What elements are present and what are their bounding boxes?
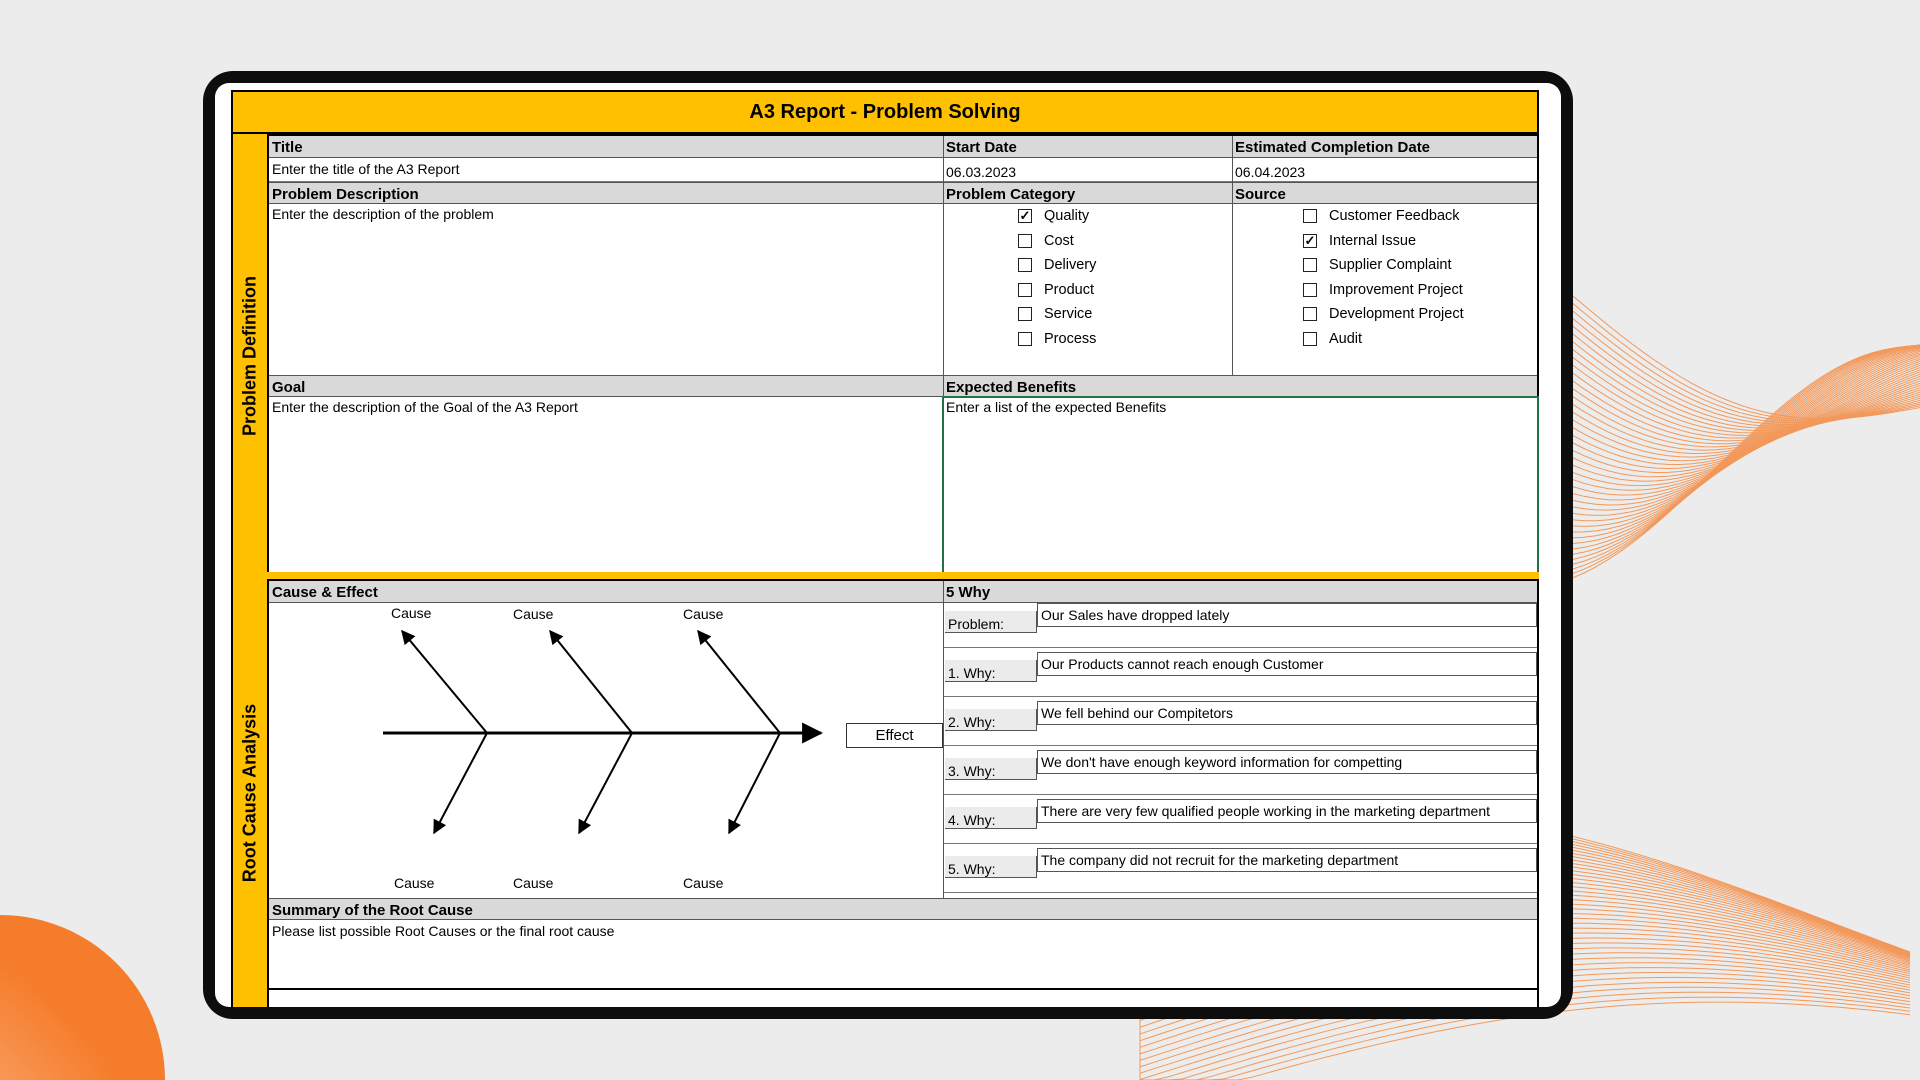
cause-arrow bbox=[698, 631, 780, 733]
title-input[interactable]: Enter the title of the A3 Report bbox=[269, 158, 943, 182]
wave-line bbox=[1560, 353, 1920, 505]
cause-label: Cause bbox=[513, 875, 554, 891]
root-cause-analysis-label: Root Cause Analysis bbox=[239, 703, 260, 882]
checkbox-icon[interactable] bbox=[1303, 332, 1317, 346]
why-label: 2. Why: bbox=[945, 709, 1037, 731]
effect-box: Effect bbox=[846, 723, 943, 748]
why-answer-input[interactable]: Our Products cannot reach enough Customer bbox=[1037, 652, 1537, 676]
why-label: 5. Why: bbox=[945, 856, 1037, 878]
tablet-screen bbox=[215, 83, 1561, 1007]
why-label: 3. Why: bbox=[945, 758, 1037, 780]
summary-input[interactable]: Please list possible Root Causes or the final root cause bbox=[269, 920, 1537, 990]
problem-category-option[interactable] bbox=[1018, 282, 1094, 298]
problem-category-option-label: Cost bbox=[1044, 232, 1074, 249]
source-header: Source bbox=[1232, 182, 1537, 204]
problem-category-option[interactable] bbox=[1018, 208, 1089, 224]
problem-category-option[interactable] bbox=[1018, 331, 1096, 347]
goal-input[interactable]: Enter the description of the Goal of the A3 Report bbox=[272, 399, 578, 415]
cause-arrow bbox=[402, 631, 487, 733]
source-option[interactable] bbox=[1303, 282, 1463, 298]
checkbox-icon[interactable] bbox=[1018, 332, 1032, 346]
why-label: 1. Why: bbox=[945, 660, 1037, 682]
cause-arrow bbox=[550, 631, 632, 733]
problem-category-option-label: Quality bbox=[1044, 208, 1090, 224]
source-option-label: Customer Feedback bbox=[1329, 208, 1460, 224]
orange-blob-shape bbox=[0, 915, 165, 1080]
checkbox-icon[interactable] bbox=[1018, 283, 1032, 297]
source-option[interactable] bbox=[1303, 331, 1362, 347]
checked-checkbox-icon[interactable]: ✓ bbox=[1019, 208, 1031, 223]
cause-label: Cause bbox=[683, 875, 724, 891]
problem-definition-band bbox=[231, 134, 267, 578]
column-divider bbox=[1232, 136, 1233, 375]
cause-label: Cause bbox=[513, 606, 554, 622]
checkbox-icon[interactable] bbox=[1303, 209, 1317, 223]
checkbox-icon[interactable] bbox=[1018, 307, 1032, 321]
summary-header: Summary of the Root Cause bbox=[269, 898, 1537, 920]
problem-category-option[interactable] bbox=[1018, 233, 1074, 249]
row-divider bbox=[943, 892, 1537, 893]
cause-effect-header: Cause & Effect bbox=[269, 581, 943, 603]
cause-arrow bbox=[729, 733, 780, 833]
why-label: Problem: bbox=[945, 611, 1037, 633]
cause-label: Cause bbox=[683, 606, 724, 622]
source-option-label: Audit bbox=[1329, 330, 1363, 347]
column-divider bbox=[943, 136, 944, 574]
source-option-label: Development Project bbox=[1329, 306, 1464, 322]
start-date-input[interactable]: 06.03.2023 bbox=[943, 158, 1232, 182]
wave-line bbox=[1560, 334, 1920, 438]
why-answer-input[interactable]: The company did not recruit for the marketing department bbox=[1037, 848, 1537, 872]
fishbone-diagram bbox=[269, 603, 943, 841]
why-label: 4. Why: bbox=[945, 807, 1037, 829]
report-title: A3 Report - Problem Solving bbox=[231, 90, 1539, 134]
row-divider bbox=[943, 745, 1537, 746]
checkbox-icon[interactable] bbox=[1018, 258, 1032, 272]
problem-category-option-label: Product bbox=[1044, 281, 1094, 298]
root-cause-analysis-band bbox=[231, 578, 267, 1007]
source-option[interactable] bbox=[1303, 208, 1460, 224]
checkbox-icon[interactable] bbox=[1018, 234, 1032, 248]
cause-arrow bbox=[579, 733, 632, 833]
problem-category-option-label: Service bbox=[1044, 306, 1093, 322]
problem-category-option[interactable] bbox=[1018, 306, 1092, 322]
why-answer-input[interactable]: There are very few qualified people working in the marketing department bbox=[1037, 799, 1537, 823]
a3-report bbox=[231, 90, 1539, 1007]
source-option[interactable] bbox=[1303, 257, 1452, 273]
root-cause-section bbox=[267, 579, 1539, 1007]
why-answer-input[interactable]: We fell behind our Compitetors bbox=[1037, 701, 1537, 725]
problem-description-header: Problem Description bbox=[269, 182, 943, 204]
expected-benefits-input[interactable]: Enter a list of the expected Benefits bbox=[946, 399, 1167, 415]
problem-description-input[interactable]: Enter the description of the problem bbox=[272, 206, 494, 222]
problem-category-option-label: Process bbox=[1044, 330, 1097, 347]
row-divider bbox=[943, 647, 1537, 648]
est-completion-header: Estimated Completion Date bbox=[1232, 136, 1537, 158]
cause-label: Cause bbox=[391, 605, 432, 621]
checked-checkbox-icon[interactable]: ✓ bbox=[1304, 232, 1316, 248]
source-option[interactable] bbox=[1303, 306, 1464, 322]
why-answer-input[interactable]: Our Sales have dropped lately bbox=[1037, 603, 1537, 627]
cause-arrow bbox=[434, 733, 487, 833]
problem-definition-section bbox=[267, 134, 1539, 578]
cause-label: Cause bbox=[394, 875, 435, 891]
checkbox-icon[interactable] bbox=[1303, 307, 1317, 321]
source-option-label: Internal Issue bbox=[1329, 232, 1417, 249]
problem-category-header: Problem Category bbox=[943, 182, 1232, 204]
goal-header: Goal bbox=[269, 375, 943, 397]
problem-definition-label: Problem Definition bbox=[239, 275, 260, 437]
expected-benefits-header: Expected Benefits bbox=[943, 375, 1537, 397]
problem-category-option[interactable] bbox=[1018, 257, 1096, 273]
row-divider bbox=[943, 843, 1537, 844]
est-completion-input[interactable]: 06.04.2023 bbox=[1232, 158, 1537, 182]
row-divider bbox=[943, 794, 1537, 795]
source-option-label: Supplier Complaint bbox=[1329, 257, 1452, 273]
checkbox-icon[interactable] bbox=[1303, 258, 1317, 272]
start-date-header: Start Date bbox=[943, 136, 1232, 158]
title-header: Title bbox=[269, 136, 943, 158]
row-divider bbox=[943, 696, 1537, 697]
column-divider bbox=[943, 581, 944, 898]
problem-category-option-label: Delivery bbox=[1044, 257, 1097, 273]
wave-line bbox=[1560, 347, 1920, 583]
checkbox-icon[interactable] bbox=[1303, 283, 1317, 297]
source-option[interactable] bbox=[1303, 233, 1416, 249]
why-answer-input[interactable]: We don't have enough keyword information for competting bbox=[1037, 750, 1537, 774]
source-option-label: Improvement Project bbox=[1329, 281, 1463, 298]
five-why-header: 5 Why bbox=[943, 581, 1537, 603]
